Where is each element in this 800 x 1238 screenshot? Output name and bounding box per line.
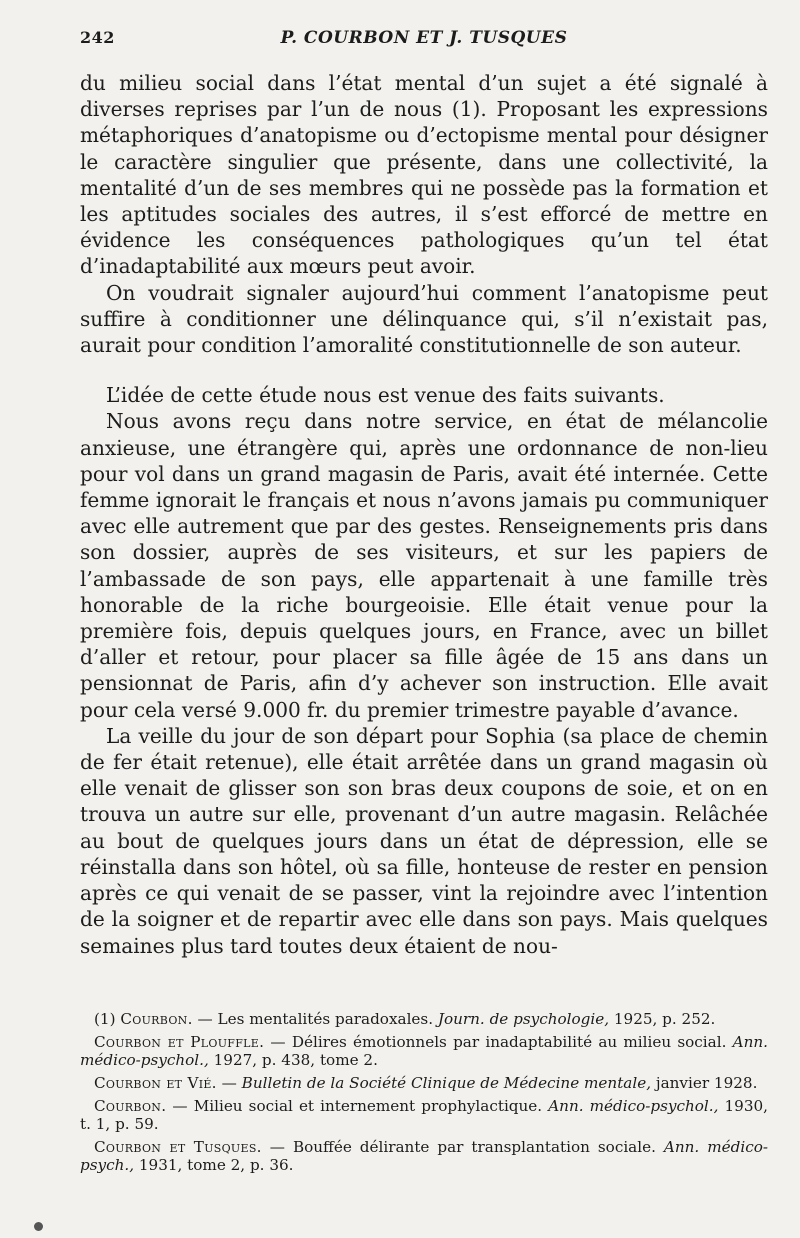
footnote: Courbon. — Milieu social et internement prophylactique. Ann. médico-psychol., 1930, t. 1, p. 59. <box>80 1097 768 1133</box>
paragraph-veille: La veille du jour de son départ pour Sophia (sa place de chemin de fer était retenue), elle était arrêtée dans un grand magasin où elle venait de glisser son son bras deux coupons de soie, et on en trouva un autre sur elle, provenant d’un autre magasin. Relâchée au bout de quelques jours dans un état de dépression, elle se réinstalla dans son hôtel, où sa fille, honteuse de rester en pension après ce qui venait de se passer, vint la rejoindre avec l’intention de la soigner et de repartir avec elle dans son pays. Mais quelques semaines plus tard toutes deux étaient de nou- <box>80 723 768 958</box>
footnote: Courbon et Plouffle. — Délires émotionnels par inadaptabilité au milieu social. Ann. médico-psychol., 1927, p. 438, tome 2. <box>80 1033 768 1069</box>
paragraph-continued: du milieu social dans l’état mental d’un sujet a été signalé à diverses reprises par l’un de nous (1). Proposant les expressions métaphoriques d’anatopisme ou d’ectopisme mental pour désigner le caractère singulier que présente, dans une collectivité, la mentalité d’un de ses membres qui ne possède pas la formation et les aptitudes sociales des autres, il s’est efforcé de mettre en évidence les conséquences pathologiques qu’un tel état d’inadaptabilité aux mœurs peut avoir. <box>80 71 768 279</box>
footnote: Courbon et Tusques. — Bouffée délirante par transplantation sociale. Ann. médico-psych., 1931, tome 2, p. 36. <box>80 1138 769 1174</box>
footnote: (1) Courbon. — Les mentalités paradoxales. Journ. de psychologie, 1925, p. 252. <box>94 1010 716 1028</box>
paragraph-case: Nous avons reçu dans notre service, en état de mélancolie anxieuse, une étrangère qui, après une ordonnance de non-lieu pour vol dans un grand magasin de Paris, avait été internée. Cette femme ignorait le français et nous n’avons jamais pu communiquer avec elle autrement que par des gestes. Renseignements pris dans son dossier, auprès de ses visiteurs, et sur les papiers de l’ambassade de son pays, elle appartenait à une famille très honorable de la riche bourgeoisie. Elle était venue pour la première fois, depuis quelques jours, en France, avec un billet d’aller et retour, pour placer sa fille âgée de 15 ans dans un pensionnat de Paris, afin d’y achever son instruction. Elle avait pour cela versé 9.000 fr. du premier trimestre payable d’avance. <box>80 409 768 722</box>
paragraph-idee: L’idée de cette étude nous est venue des faits suivants. <box>106 383 665 408</box>
running-head: P. COURBON ET J. TUSQUES <box>280 28 568 48</box>
body-text <box>80 70 768 959</box>
ink-spot <box>34 1222 43 1231</box>
paragraph-gap <box>80 358 768 382</box>
page-header <box>80 24 768 54</box>
page-number: 242 <box>80 28 115 47</box>
footnotes <box>80 1010 768 1179</box>
footnote: Courbon et Vié. — Bulletin de la Société Clinique de Médecine mentale, janvier 1928. <box>94 1074 758 1092</box>
paragraph-anatopisme: On voudrait signaler aujourd’hui comment l’anatopisme peut suffire à conditionner une délinquance qui, s’il n’existait pas, aurait pour condition l’amoralité constitutionnelle de son auteur. <box>80 280 768 358</box>
